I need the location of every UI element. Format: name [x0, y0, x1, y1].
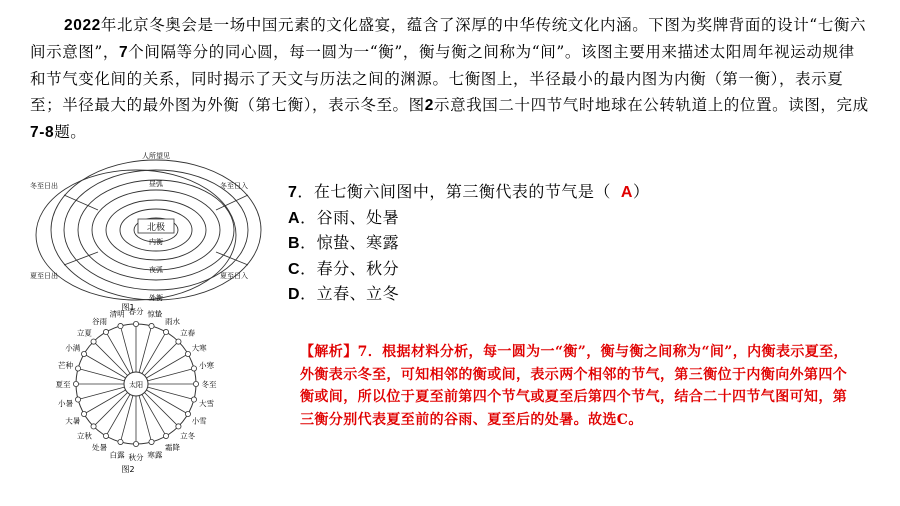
term-dot: [185, 411, 190, 416]
option-b: [288, 231, 650, 257]
top-label: 人所望见: [142, 152, 170, 160]
solar-term-label: 春分: [128, 307, 144, 316]
upper-band-label: 昼弧: [149, 180, 163, 188]
intro-text-1: 年北京冬奥会是一场中国元素的文化盛宴，蕴含了深厚的中华传统文化内涵。下图为奖牌背面的设计“七衡六间示意图”，: [30, 16, 867, 61]
term-spoke: [120, 396, 132, 442]
term-spoke: [148, 387, 194, 399]
solar-term-label: 雨水: [165, 316, 180, 326]
option-text: ．惊蛰、寒露: [300, 233, 400, 252]
solar-term-label: 大寒: [191, 343, 207, 353]
solar-term-label: 惊蛰: [147, 309, 163, 319]
term-dot: [191, 397, 196, 402]
term-dot: [185, 351, 190, 356]
term-spoke: [84, 390, 126, 414]
intro-paragraph: [30, 12, 870, 146]
term-spoke: [139, 396, 151, 442]
term-dot: [193, 381, 198, 386]
solar-term-label: 大雪: [199, 398, 214, 408]
option-letter: C: [288, 260, 301, 278]
term-dot: [163, 329, 168, 334]
summer-set-label: 夏至日入: [220, 272, 248, 280]
term-dot: [73, 381, 78, 386]
term-spoke: [78, 368, 124, 380]
option-c: [288, 257, 650, 283]
solar-term-label: 秋分: [128, 453, 144, 462]
option-letter: B: [288, 235, 301, 252]
term-dot: [163, 433, 168, 438]
solar-term-label: 小寒: [199, 361, 214, 371]
solar-term-label: 霜降: [165, 443, 180, 453]
solar-term-label: 立冬: [180, 431, 196, 441]
term-dot: [75, 397, 80, 402]
question-7: [288, 180, 650, 308]
term-dot: [91, 339, 96, 344]
analysis-text: 【解析】7．根据材料分析，每一圆为一“衡”，衡与衡之间称为“间”，内衡表示夏至，外衡表示冬至，可知相邻的衡或间，表示两个相邻的节气，第三衡位于内衡向外第四个衡或间，所以位于夏至前第四个节气或夏至后第四个节气，结合二十四节气图可知，第三衡分别代表夏至前的谷雨、夏至后的处暑。故选C。: [300, 344, 848, 428]
term-spoke: [78, 387, 124, 399]
term-spoke: [146, 390, 188, 414]
solar-term-label: 清明: [109, 309, 125, 319]
sun-label: 太阳: [129, 381, 143, 389]
term-dot: [191, 366, 196, 371]
term-spoke: [106, 332, 130, 374]
question-text: ．在七衡六间图中，第三衡代表的节气是（: [297, 182, 611, 201]
inner-ring-label: 内衡: [149, 238, 163, 246]
option-letter: D: [288, 286, 301, 303]
solar-term-label: 处暑: [92, 443, 107, 453]
term-spoke: [94, 392, 128, 426]
year: 2022: [64, 17, 101, 34]
solar-term-label: 大暑: [65, 416, 81, 426]
term-spoke: [84, 354, 126, 378]
term-spoke: [144, 342, 178, 376]
solar-term-label: 小暑: [58, 398, 73, 408]
option-d: [288, 282, 650, 308]
term-spoke: [144, 392, 178, 426]
solar-term-label: 立春: [180, 328, 196, 338]
lower-band-label: 夜弧: [149, 266, 163, 274]
option-text: ．立春、立冬: [300, 284, 400, 303]
solar-term-label: 夏至: [55, 380, 71, 389]
solar-term-label: 小满: [65, 343, 81, 353]
term-spoke: [146, 354, 188, 378]
solar-term-label: 寒露: [147, 450, 163, 460]
question-number: 7: [288, 184, 298, 201]
term-dot: [176, 424, 181, 429]
term-dot: [176, 339, 181, 344]
question-range: 7-8: [30, 124, 55, 141]
term-spoke: [120, 326, 132, 372]
term-dot: [103, 329, 108, 334]
answer-mark: A: [620, 184, 633, 201]
option-a: [288, 206, 650, 232]
term-spoke: [142, 394, 166, 436]
term-spoke: [148, 368, 194, 380]
summer-rise-label: 夏至日出: [30, 272, 58, 280]
figure2-caption: 图2: [121, 465, 135, 474]
north-pole-label: 北极: [146, 223, 166, 233]
intro-text-4: 题。: [54, 123, 87, 141]
winter-rise-label: 冬至日出: [30, 182, 58, 190]
solar-term-label: 立秋: [76, 431, 92, 441]
term-dot: [91, 424, 96, 429]
option-letter: A: [288, 209, 301, 227]
intro-text-2: 个间隔等分的同心圆，每一圆为一“衡”，衡与衡之间称为“间”。该图主要用来描述太阳周年视运动规律和节气变化间的关系，同时揭示了天文与历法之间的渊源。七衡图上，半径最小的最内图为内衡（第一衡），表示夏至；半径最大的最外图为外衡（第七衡），表示冬至。图: [30, 43, 855, 114]
solar-term-label: 小雪: [191, 416, 207, 426]
solar-term-label: 谷雨: [92, 316, 107, 326]
term-dot: [118, 439, 123, 444]
term-dot: [118, 323, 123, 328]
figure1-caption: 图1: [121, 303, 135, 312]
term-dot: [133, 321, 138, 326]
solar-term-label: 立夏: [76, 328, 92, 338]
question-close: ）: [632, 182, 650, 201]
term-dot: [149, 323, 154, 328]
intro-text-3: 示意我国二十四节气时地球在公转轨道上的位置。读图，完成: [434, 96, 869, 114]
solar-term-label: 冬至: [201, 380, 217, 389]
number-two: 2: [424, 97, 434, 114]
term-dot: [75, 366, 80, 371]
question-stem: [288, 180, 650, 206]
term-spoke: [94, 342, 128, 376]
term-spoke: [142, 332, 166, 374]
term-dot: [133, 441, 138, 446]
solar-term-label: 芒种: [58, 361, 73, 371]
term-dot: [149, 439, 154, 444]
term-dot: [103, 433, 108, 438]
term-spoke: [139, 326, 151, 372]
option-text: ．谷雨、处暑: [300, 207, 400, 227]
seven-heng-diagram: [28, 140, 278, 312]
number-seven: 7: [119, 44, 129, 61]
solar-term-label: 白露: [109, 450, 125, 460]
term-spoke: [106, 394, 130, 436]
term-dot: [81, 351, 86, 356]
term-dot: [81, 411, 86, 416]
winter-set-label: 冬至日入: [220, 182, 248, 190]
outer-ring-label: 外衡: [149, 294, 163, 302]
option-text: ．春分、秋分: [300, 258, 400, 278]
